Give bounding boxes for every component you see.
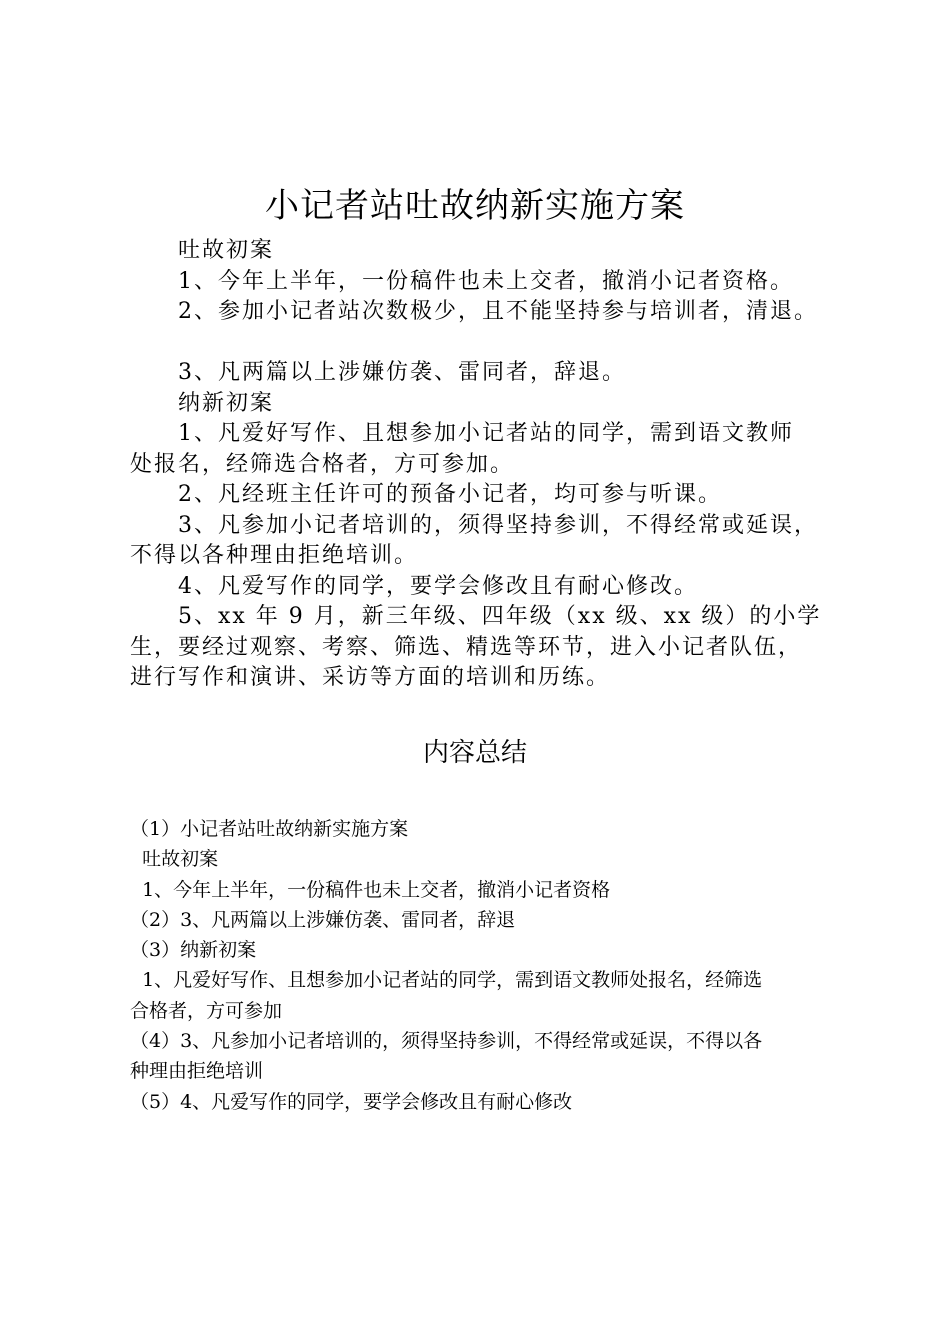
recruit-item-1-line-1: 1、凡爱好写作、且想参加小记者站的同学，需到语文教师 — [178, 421, 794, 446]
recruit-item-5-line-2: 生，要经过观察、考察、筛选、精选等环节，进入小记者队伍， — [130, 634, 803, 660]
summary-line: （5）4、凡爱写作的同学，要学会修改且有耐心修改 — [130, 1090, 573, 1113]
section-heading-expel: 吐故初案 — [178, 238, 275, 263]
summary-line: 种理由拒绝培训 — [130, 1060, 264, 1083]
recruit-item-3-line-2: 不得以各种理由拒绝培训。 — [130, 543, 419, 568]
summary-line: 1、凡爱好写作、且想参加小记者站的同学，需到语文教师处报名，经筛选 — [130, 969, 763, 992]
summary-block — [130, 814, 850, 1117]
recruit-item-2: 2、凡经班主任许可的预备小记者，均可参与听课。 — [178, 482, 722, 507]
summary-line: 吐故初案 — [130, 848, 219, 871]
recruit-item-5-line-1: 5、xx 年 9 月，新三年级、四年级（xx 级、xx 级）的小学 — [178, 604, 822, 629]
recruit-item-4: 4、凡爱写作的同学，要学会修改且有耐心修改。 — [178, 573, 698, 599]
recruit-item-5-line-3: 进行写作和演讲、采访等方面的培训和历练。 — [130, 665, 611, 690]
summary-line: （2）3、凡两篇以上涉嫌仿袭、雷同者，辞退 — [130, 908, 516, 931]
document-title: 小记者站吐故纳新实施方案 — [265, 186, 685, 226]
summary-line: 1、今年上半年，一份稿件也未上交者，撤消小记者资格 — [130, 878, 611, 901]
recruit-item-3-line-1: 3、凡参加小记者培训的，须得坚持参训，不得经常或延误， — [178, 512, 818, 538]
document-body — [130, 236, 850, 694]
summary-line: （1）小记者站吐故纳新实施方案 — [130, 818, 409, 840]
summary-line: （4）3、凡参加小记者培训的，须得坚持参训，不得经常或延误，不得以各 — [130, 1030, 763, 1053]
expel-item-1: 1、今年上半年，一份稿件也未上交者，撤消小记者资格。 — [178, 268, 794, 294]
recruit-item-1-line-2: 处报名，经筛选合格者，方可参加。 — [130, 451, 515, 477]
expel-item-3: 3、凡两篇以上涉嫌仿袭、雷同者，辞退。 — [178, 360, 626, 385]
summary-heading: 内容总结 — [422, 738, 527, 768]
summary-line: （3）纳新初案 — [130, 939, 257, 962]
expel-item-2: 2、参加小记者站次数极少，且不能坚持参与培训者，清退。 — [178, 299, 818, 324]
summary-line: 合格者，方可参加 — [130, 999, 283, 1022]
section-heading-recruit: 纳新初案 — [178, 390, 275, 416]
blank-line — [130, 328, 850, 359]
